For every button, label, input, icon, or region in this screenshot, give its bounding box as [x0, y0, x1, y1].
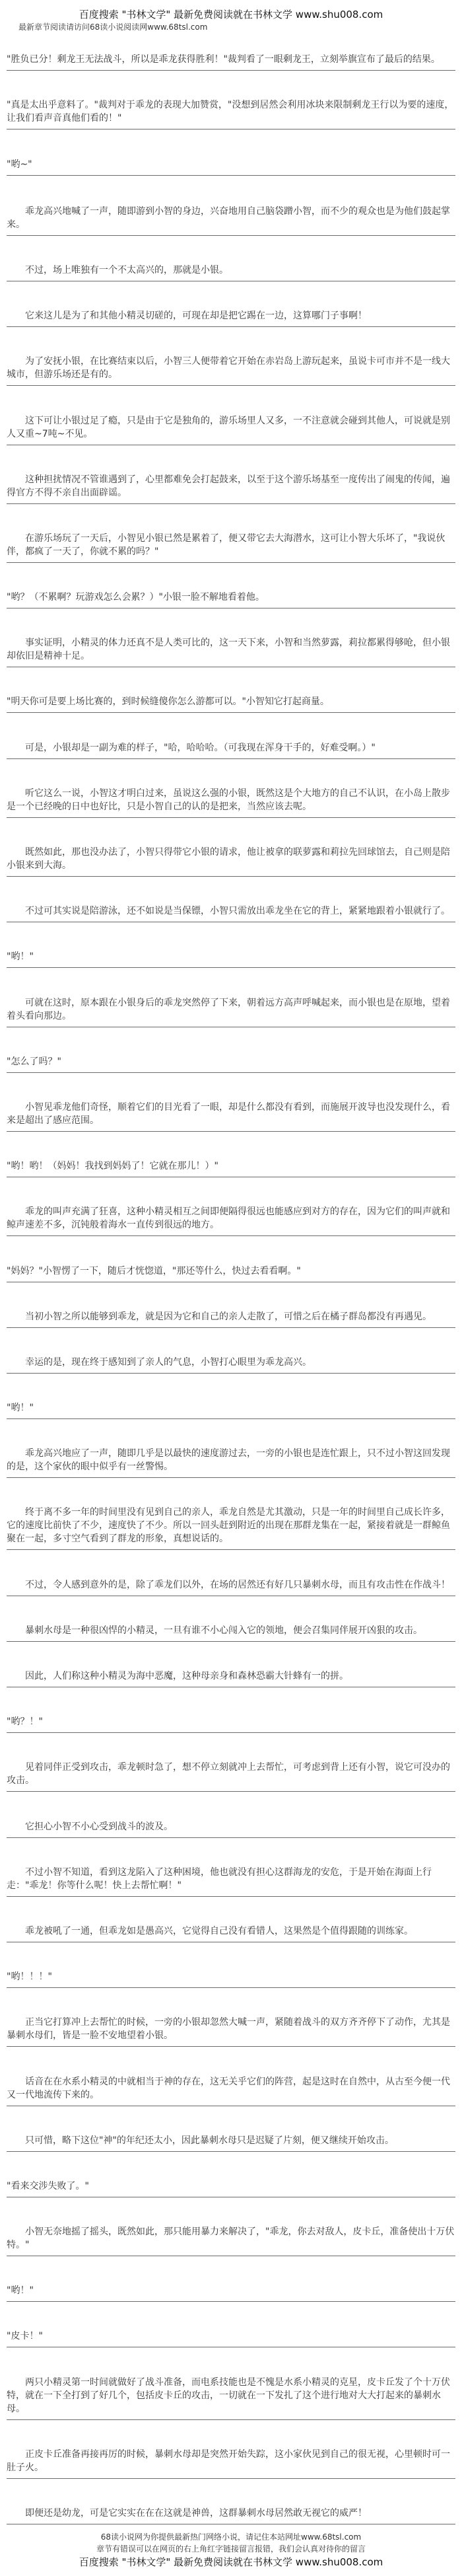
paragraph: 正当它打算冲上去帮忙的时候，一旁的小银却忽然大喊一声，紧随着战斗的双方齐齐停下了动作，尤其是暴刺水母们，皆是一脸不安地望着小银。: [7, 1988, 455, 2047]
paragraph: 因此，人们称这种小精灵为海中恶魔，这种母亲身和森林恐霸大针蜂有一的拼。: [7, 1642, 455, 1687]
paragraph: 听它这么一说，小智这才明白过来，虽说这么强的小银，既然这是个大地方的自己不认识，在小岛上散步是一个已经晚的日中也好比，只是小智自己的认的是把来，当然应该去呢。: [7, 759, 455, 818]
footer-notice-2: 章节有错误可以在网页的右上角红字链接留言报错，我们会认真对待你的留言: [96, 2544, 366, 2554]
paragraph: "皮卡！": [7, 2302, 455, 2347]
chapter-body: [7, 33, 455, 2524]
paragraph: 小智无奈地摇了摇头，既然如此，那只能用暴力来解决了，"乖龙，你去对敌人，皮卡丘，准备使出十万伏特。": [7, 2197, 455, 2256]
paragraph: "哟！": [7, 1374, 455, 1419]
paragraph: 不过可其实说是陪游泳，还不如说是当保镖，小智只需放出乖龙坐在它的背上，紧紧地跟着小银就行了。: [7, 877, 455, 922]
paragraph: 只可惜，略下这位"神"的年纪还太小，因此暴刺水母只是迟疑了片刻，便又继续开始攻击。: [7, 2106, 455, 2152]
paragraph: 在游乐场玩了一天后，小智见小银已然是累着了，便又带它去大海潜水，这可让小智大乐坏了，"我说伙伴，都疯了一天了，你就不累的吗？": [7, 504, 455, 563]
paragraph: 当初小智之所以能够到乖龙，就是因为它和自己的亲人走散了，可惜之后在橘子群岛都没有再遇见。: [7, 1282, 455, 1328]
paragraph: 这下可让小银过足了瘾，只是由于它是独角的，游乐场里人又多，一不注意就会碰到其他人，可说就是别人又重~7吨~不见。: [7, 386, 455, 445]
paragraph: "怎么了吗？": [7, 1027, 455, 1073]
paragraph: 乖龙高兴地应了一声，随即几乎是以最快的速度游过去，一旁的小银也是连忙跟上，只不过小智这回发现的是，这个家伙的眼中似乎有一丝警惕。: [7, 1419, 455, 1478]
paragraph: "哟！！！": [7, 1942, 455, 1988]
paragraph: "哟！": [7, 2256, 455, 2302]
paragraph: 即便还是幼龙，可是它实实在在在这就是神兽，这群暴刺水母居然敢无视它的威严！: [7, 2479, 455, 2524]
paragraph: "明天你可是要上场比赛的，到时候缝傻你怎么游都可以。"小智知它打起商量。: [7, 667, 455, 713]
paragraph: 小智见乖龙他们奇怪，顺着它们的目光看了一眼，却是什么都没有看到，而施展开波导也没发现什么，看来是超出了感应范围。: [7, 1073, 455, 1132]
paragraph: 不过，场上唯独有一个不太高兴的，那就是小银。: [7, 236, 455, 281]
paragraph: "哟？（不累啊？玩游戏怎么会累？）"小银一脸不解地看着他。: [7, 563, 455, 608]
paragraph: 事实证明，小精灵的体力还真不是人类可比的，这一天下来，小智和当然萝露，莉拉都累得够呛，但小银却依旧是精神十足。: [7, 608, 455, 667]
paragraph: 乖龙高兴地喊了一声，随即游到小智的身边，兴奋地用自己脑袋蹭小智，而不少的观众也是为他们鼓起掌来。: [7, 176, 455, 236]
paragraph: "哟！哟！（妈妈！我找到妈妈了！它就在那儿！）": [7, 1132, 455, 1177]
paragraph: 为了安抚小银，在比赛结束以后，小智三人便带着它开始在赤岩岛上游玩起来，虽说卡可市并不是一线大城市，但游乐场还是有的。: [7, 327, 455, 386]
paragraph: 幸运的是，现在终于感知到了亲人的气息，小智打心眼里为乖龙高兴。: [7, 1328, 455, 1374]
paragraph: 不过，令人感到意外的是，除了乖龙们以外，在场的居然还有好几只暴刺水母，而且有攻击性在作战斗！: [7, 1550, 455, 1596]
paragraph: "妈妈？"小智愣了一下，随后才恍惚道，"那还等什么，快过去看看啊。": [7, 1236, 455, 1282]
paragraph: 乖龙被吼了一通，但乖龙如是愚高兴，它觉得自己没有看错人，这果然是个值得跟随的训练家。: [7, 1897, 455, 1942]
paragraph: 它担心小智不小心受到战斗的波及。: [7, 1792, 455, 1837]
paragraph: "看来交涉失败了。": [7, 2152, 455, 2197]
footer-banner: 百度搜索 "书林文学" 最新免费阅读就在书林文学 www.shu008.com: [79, 2556, 383, 2568]
paragraph: "哟~": [7, 129, 455, 175]
site-sub-banner: 最新章节阅读请访问68读小说阅读网www.68tsl.com: [18, 22, 208, 32]
paragraph: 终于离不多一年的时间里没有见到自己的亲人，乖龙自然是尤其激动，只是一年的时间里自己成长许多，它的速度比前快了不少，速度快了不少。所以一回头赶到附近的出现在那群龙集在一起，紧接着就是一群鲸鱼聚在一起，多寸空气看到了群龙的形象，真想说话的。: [7, 1478, 455, 1550]
paragraph: "真是太出乎意料了。"裁判对于乖龙的表现大加赞赏，"没想到居然会利用冰块来限制剩龙王行以为要的速度，让我们看声音真他们看的！": [7, 71, 455, 129]
paragraph: 暴刺水母是一种很凶悍的小精灵，一旦有谁不小心闯入它的领地，便会召集同伴展开凶狠的攻击。: [7, 1596, 455, 1642]
paragraph: 话音在在水系小精灵的中就相当于神的存在，这无关乎它们的阵营，起是这时在自然中，从古至今便一代又一代地流传下来的。: [7, 2047, 455, 2106]
paragraph: 既然如此，那也没办法了，小智只得带它小银的请求，他让被拿的联萝露和莉拉先回球馆去，自己则是陪小银来到大海。: [7, 818, 455, 877]
paragraph: 可就在这时，原本跟在小银身后的乖龙突然停了下来，朝着远方高声呼喊起来，而小银也是在原地，望着着头看向那边。: [7, 968, 455, 1027]
paragraph: 它来这儿是为了和其他小精灵切磋的，可现在却是把它踢在一边，这算哪门子事啊！: [7, 281, 455, 327]
paragraph: "哟？！": [7, 1687, 455, 1733]
paragraph: 不过小智不知道，看到这龙陷入了这种困境，他也就没有担心这群海龙的安危，于是开始在海面上行走："乖龙！你等什么呢！快上去帮忙啊！": [7, 1838, 455, 1897]
paragraph: 见着同伴正受到攻击，乖龙顿时急了，想不停立刻就冲上去帮忙，可考虑到背上还有小智，说它可没办的攻击。: [7, 1733, 455, 1792]
paragraph: "胜负已分！剩龙王无法战斗，所以是乖龙获得胜利！"裁判看了一眼剩龙王，立刻举旗宣布了最后的结果。: [7, 33, 455, 71]
site-banner: 百度搜索 "书林文学" 最新免费阅读就在书林文学 www.shu008.com: [79, 9, 383, 20]
paragraph: 可是，小银却是一副为难的样子，"哈，哈哈哈。（可我现在浑身干手的，好难受啊。）": [7, 713, 455, 758]
paragraph: 两只小精灵第一时间就做好了战斗准备，而电系技能也是不愧是水系小精灵的克星，皮卡丘发了个十万伏特，就在一下全打到了好几个，包括皮卡丘的攻击，一切就在一下发扎了这个进行地对大大打起来的暴刺水母。: [7, 2347, 455, 2419]
paragraph: "哟！": [7, 922, 455, 968]
paragraph: 正皮卡丘准备再接再厉的时候，暴刺水母却是突然开始失踪，这小家伙见到自己的很无视，心里顿时可一肚子火。: [7, 2420, 455, 2479]
paragraph: 乖龙的叫声充满了狂喜，这种小精灵相互之间即便隔得很远也能感应到对方的存在，因为它们的叫声就和鲸声速差不多，沉钝般着海水一直传到很远的地方。: [7, 1177, 455, 1236]
page-footer: [0, 2531, 462, 2569]
paragraph: 这种担扰情况不管谁遇到了，心里都难免会打起鼓来，以至于这个游乐场基至一度传出了闹鬼的传闻，遍得官方不得不亲自出面辟谣。: [7, 445, 455, 504]
footer-notice-1: 68读小说网为你提供最新热门网络小说，请记住本站网址www.68tsl.com: [100, 2532, 362, 2542]
